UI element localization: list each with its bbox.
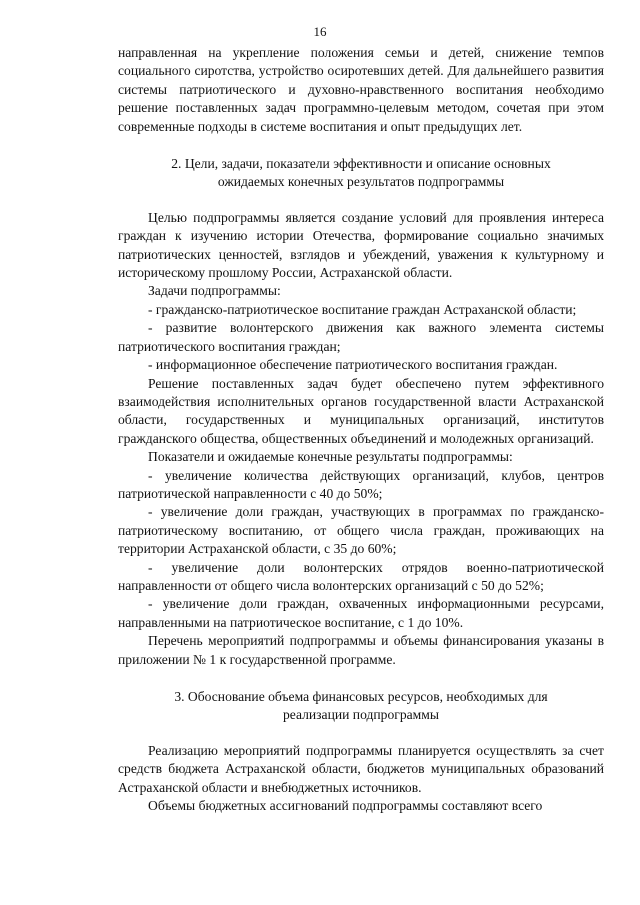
page-number: 16: [313, 24, 327, 39]
task-item: - информационное обеспечение патриотического воспитания граждан.: [148, 357, 558, 373]
document-body: [118, 44, 604, 815]
indicator-item: - увеличение доли волонтерских отрядов военно-патриотической направленности от общего числа волонтерских организаций с 50 до 52%;: [118, 559, 604, 593]
funding-sources-paragraph: Реализацию мероприятий подпрограммы планируется осуществлять за счет средств бюджета Астраханской области, бюджетов муниципальных образований Астраханской области и внебюджетных источников.: [118, 742, 604, 795]
budget-paragraph-start: Объемы бюджетных ассигнований подпрограммы составляют всего: [148, 798, 543, 814]
section-2-heading-line-2: ожидаемых конечных результатов подпрограммы: [217, 174, 505, 190]
tasks-title: Задачи подпрограммы:: [148, 283, 281, 299]
section-3-heading-line-1: 3. Обоснование объема финансовых ресурсов, необходимых для: [174, 689, 548, 704]
activities-note: Перечень мероприятий подпрограммы и объемы финансирования указаны в приложении № 1 к государственной программе.: [118, 633, 604, 667]
task-item: - гражданско-патриотическое воспитание граждан Астраханской области;: [148, 301, 577, 317]
indicators-title: Показатели и ожидаемые конечные результаты подпрограммы:: [148, 449, 513, 465]
goal-paragraph: Целью подпрограммы является создание условий для проявления интереса граждан к изучению истории Отечества, формирование социально значимых патриотических ценностей, взглядов и убеждений, уважения к культурному и историческому прошлому России, Астраханской области.: [118, 209, 604, 281]
intro-paragraph: направленная на укрепление положения семьи и детей, снижение темпов социального сиротства, устройство осиротевших детей. Для дальнейшего развития системы патриотического и духовно-нравственного воспитания необходимо решение поставленных задач программно-целевым методом, сочетая при этом современные подходы в системе воспитания и опыт предыдущих лет.: [118, 45, 604, 134]
indicator-item: - увеличение количества действующих организаций, клубов, центров патриотической направленности с 40 до 50%;: [118, 467, 604, 501]
section-3-heading-line-2: реализации подпрограммы: [282, 707, 440, 723]
indicator-item: - увеличение доли граждан, участвующих в программах по гражданско-патриотическому воспитанию, от общего числа граждан, проживающих на территории Астраханской области, с 35 до 60%;: [118, 504, 604, 557]
section-2-heading-line-1: 2. Цели, задачи, показатели эффективности и описание основных: [171, 156, 551, 172]
task-item: - развитие волонтерского движения как важного элемента системы патриотического воспитания граждан;: [118, 320, 604, 354]
indicator-item: - увеличение доли граждан, охваченных информационными ресурсами, направленными на патриотическое воспитание, с 1 до 10%.: [118, 596, 604, 630]
solution-paragraph: Решение поставленных задач будет обеспечено путем эффективного взаимодействия исполнительных органов государственной власти Астраханской области, государственных и муниципальных организаций, институтов гражданского общества, общественных объединений и молодежных организаций.: [118, 375, 604, 446]
